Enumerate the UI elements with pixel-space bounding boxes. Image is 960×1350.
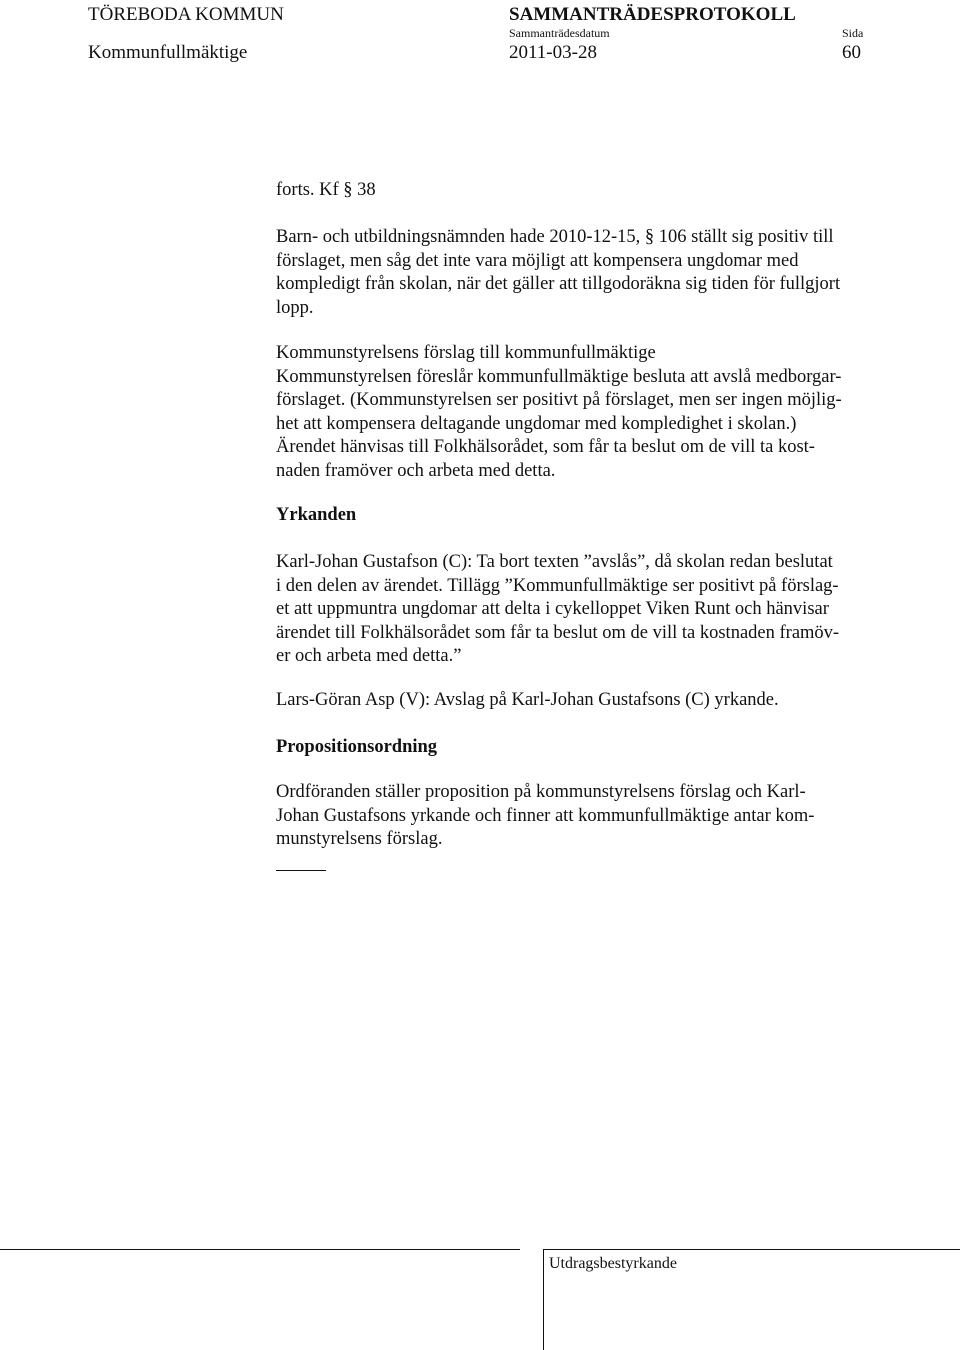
paragraph-5 (276, 781, 906, 852)
text-line: ärendet till Folkhälsorådet som får ta beslut om de vill ta kostnaden framöv- (276, 622, 840, 643)
text-line: förslaget. (Kommunstyrelsen ser positivt på förslaget, men ser ingen möjlig- (276, 390, 842, 410)
heading-propositionsordning: Propositionsordning (276, 737, 438, 757)
body-name: Kommunfullmäktige (88, 42, 248, 63)
extract-label: Utdragsbestyrkande (549, 1255, 677, 1272)
document-type: SAMMANTRÄDESPROTOKOLL (509, 4, 796, 25)
footer-line-left (0, 1249, 520, 1250)
text-line: naden framöver och arbeta med detta. (276, 460, 556, 481)
text-line: Barn- och utbildningsnämnden hade 2010-12-15, § 106 ställt sig positiv till (276, 227, 834, 247)
text-line: munstyrelsens förslag. (276, 829, 443, 849)
municipality-name: TÖREBODA KOMMUN (88, 4, 284, 25)
text-line: kompledigt från skolan, när det gäller att tillgodoräkna sig tiden för fullgjort (276, 274, 841, 294)
paragraph-2 (276, 342, 906, 483)
heading-yrkanden: Yrkanden (276, 505, 357, 525)
text-line: lopp. (276, 297, 314, 318)
text-line: Lars-Göran Asp (V): Avslag på Karl-Johan Gustafsons (C) yrkande. (276, 690, 779, 710)
date-label: Sammanträdesdatum (509, 26, 610, 40)
text-line: et att uppmuntra ungdomar att delta i cykelloppet Viken Runt och hänvisar (276, 599, 829, 619)
paragraph-1 (276, 226, 906, 320)
meeting-date: 2011-03-28 (509, 42, 597, 63)
text-line: i den delen av ärendet. Tillägg ”Kommunfullmäktige ser positivt på förslag- (276, 575, 839, 596)
page-label: Sida (842, 26, 864, 40)
text-line: Ordföranden ställer proposition på kommunstyrelsens förslag och Karl- (276, 782, 806, 802)
paragraph-3 (276, 551, 906, 669)
footer-divider (543, 1249, 544, 1350)
text-line: Karl-Johan Gustafson (C): Ta bort texten ”avslås”, då skolan redan beslutat (276, 552, 833, 572)
text-line: Kommunstyrelsen föreslår kommunfullmäktige besluta att avslå medborgar- (276, 366, 842, 387)
continuation-text: forts. Kf § 38 (276, 180, 376, 200)
page-number: 60 (842, 42, 861, 63)
text-line: Kommunstyrelsens förslag till kommunfullmäktige (276, 343, 656, 363)
paragraph-4 (276, 689, 906, 713)
continuation-line (276, 179, 906, 203)
end-rule (276, 870, 326, 871)
text-line: Ärendet hänvisas till Folkhälsorådet, som får ta beslut om de vill ta kost- (276, 437, 815, 457)
text-line: Johan Gustafsons yrkande och finner att kommunfullmäktige antar kom- (276, 805, 815, 826)
text-line: förslaget, men såg det inte vara möjligt att kompensera ungdomar med (276, 250, 799, 271)
footer-line-right (543, 1249, 960, 1250)
text-line: er och arbeta med detta.” (276, 646, 462, 666)
text-line: het att kompensera deltagande ungdomar med kompledighet i skolan.) (276, 413, 797, 434)
